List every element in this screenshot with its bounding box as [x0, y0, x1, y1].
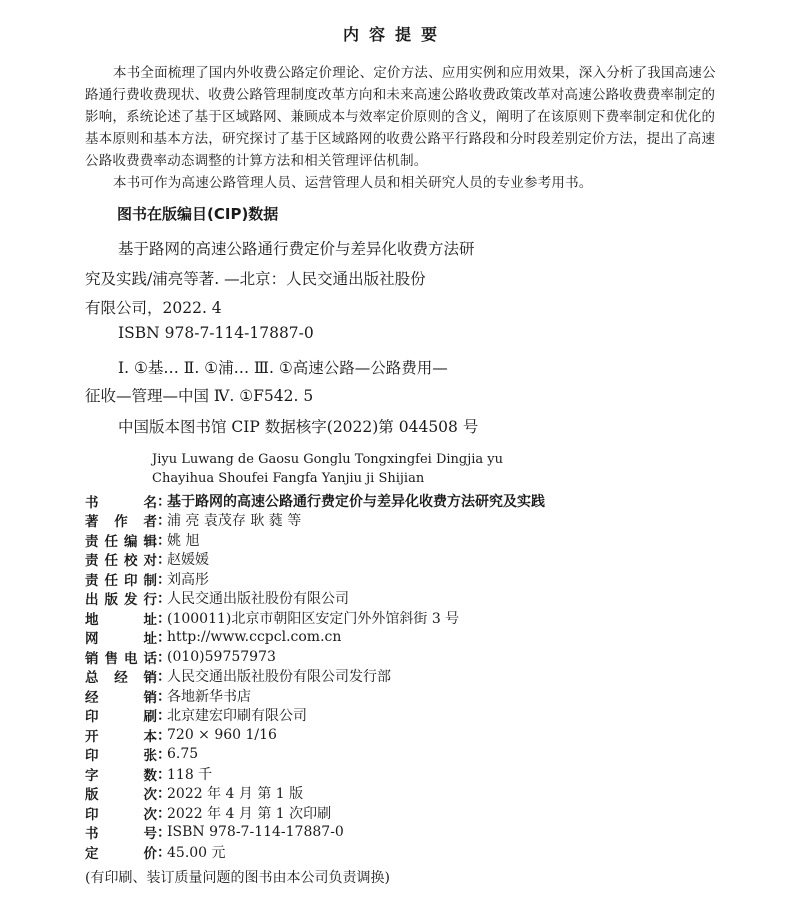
cip-title: 图书在版编目(CIP)数据 [117, 205, 279, 223]
credit-colon: ： [157, 825, 171, 842]
credit-label: 书 号 [85, 826, 157, 843]
credit-colon: ： [157, 747, 171, 764]
credit-colon: ： [157, 571, 171, 588]
abstract-paragraph: 本书全面梳理了国内外收费公路定价理论、定价方法、应用实例和应用效果，深入分析了我国高速公路通行费收费现状、收费公路管理制度改革方向和未来高速公路收费政策改革对高速公路收费费率制定的影响，系统论述了基于区域路网、兼顾成本与效率定价原则的含义，阐明了在该原则下费率制定和优化的基本原则和基本方法，研究探讨了基于区域路网的收费公路平行路段和分时段差别定价方法，提出了高速公路收费费率动态调整的计算方法和相关管理评估机制。 [85, 65, 716, 169]
credit-colon: ： [157, 610, 171, 627]
credit-value: ISBN 978-7-114-17887-0 [167, 824, 344, 841]
section-heading: 内容提要 [342, 25, 447, 44]
credit-label: 印 刷 [85, 709, 157, 726]
cip-line: 究及实践/浦亮等著. —北京：人民交通出版社股份 [85, 270, 426, 288]
credit-value: http://www.ccpcl.com.cn [167, 629, 342, 646]
credit-row [85, 491, 745, 511]
credit-row [85, 511, 745, 531]
credit-value: 浦 亮 袁茂存 耿 蕤 等 [167, 513, 302, 530]
credit-row [85, 608, 745, 628]
credit-row [85, 745, 745, 765]
credit-label: 出 版 发 行 [85, 592, 157, 609]
credit-row [85, 842, 745, 862]
credit-row [85, 706, 745, 726]
credit-value: (010)59757973 [167, 648, 276, 665]
credit-label: 责 任 编 辑 [85, 533, 157, 550]
credit-colon: ： [157, 552, 171, 569]
credit-value: 6.75 [167, 746, 199, 763]
credit-label: 版 次 [85, 787, 157, 804]
credit-value: 刘高彤 [167, 571, 209, 588]
credit-colon: ： [157, 844, 171, 861]
credit-label: 经 销 [85, 689, 157, 706]
credit-label: 印 张 [85, 748, 157, 765]
credit-label: 责 任 印 制 [85, 572, 157, 589]
credit-colon: ： [157, 630, 171, 647]
credit-label: 定 价 [85, 845, 157, 862]
credit-label: 总 经 销 [85, 670, 157, 687]
credit-colon: ： [157, 688, 171, 705]
credit-value: 720 × 960 1/16 [167, 726, 277, 743]
cip-record-number: 中国版本图书馆 CIP 数据核字(2022)第 044508 号 [118, 418, 479, 436]
cip-line: 基于路网的高速公路通行费定价与差异化收费方法研 [118, 240, 475, 258]
credit-colon: ： [157, 493, 171, 510]
credit-value: 2022 年 4 月 第 1 版 [167, 786, 304, 803]
credit-row [85, 823, 745, 843]
credit-colon: ： [157, 669, 171, 686]
credit-row [85, 647, 745, 667]
credit-colon: ： [157, 727, 171, 744]
credit-row [85, 725, 745, 745]
credit-colon: ： [157, 591, 171, 608]
credit-row [85, 686, 745, 706]
credit-value: 2022 年 4 月 第 1 次印刷 [167, 805, 332, 822]
abstract-paragraph: 本书可作为高速公路管理人员、运营管理人员和相关研究人员的专业参考用书。 [113, 175, 593, 191]
credit-value: 人民交通出版社股份有限公司 [167, 591, 349, 608]
credit-label: 书 名 [85, 494, 157, 511]
quality-note: (有印刷、装订质量问题的图书由本公司负责调换) [85, 870, 390, 886]
credit-value: 45.00 元 [167, 844, 226, 861]
pinyin-title: Jiyu Luwang de Gaosu Gonglu Tongxingfei Dingjia yu [152, 452, 504, 467]
credit-value: 118 千 [167, 766, 213, 783]
credit-label: 开 本 [85, 728, 157, 745]
credit-label: 著 作 者 [85, 514, 157, 531]
credit-row [85, 667, 745, 687]
credit-value: 人民交通出版社股份有限公司发行部 [167, 669, 391, 686]
credit-colon: ： [157, 786, 171, 803]
credit-colon: ： [157, 649, 171, 666]
credit-row [85, 589, 745, 609]
cip-line: 有限公司，2022. 4 [85, 299, 222, 317]
credit-label: 字 数 [85, 767, 157, 784]
credit-row [85, 764, 745, 784]
credit-label: 网 址 [85, 631, 157, 648]
credit-colon: ： [157, 766, 171, 783]
credit-label: 销 售 电 话 [85, 650, 157, 667]
credit-row [85, 569, 745, 589]
credit-value: (100011)北京市朝阳区安定门外外馆斜街 3 号 [167, 610, 460, 627]
abstract [85, 62, 725, 194]
credits-list [85, 491, 745, 862]
credit-colon: ： [157, 532, 171, 549]
cip-isbn: ISBN 978-7-114-17887-0 [118, 324, 314, 342]
cip-classification: 征收—管理—中国 Ⅳ. ①F542. 5 [85, 387, 314, 405]
credit-label: 印 次 [85, 806, 157, 823]
credit-colon: ： [157, 805, 171, 822]
credit-row [85, 550, 745, 570]
credit-row [85, 628, 745, 648]
credit-value: 基于路网的高速公路通行费定价与差异化收费方法研究及实践 [167, 493, 545, 510]
credit-row [85, 803, 745, 823]
credit-label: 地 址 [85, 611, 157, 628]
credit-colon: ： [157, 513, 171, 530]
credit-colon: ： [157, 708, 171, 725]
credit-value: 赵媛媛 [167, 552, 209, 569]
credit-label: 责 任 校 对 [85, 553, 157, 570]
cip-classification: Ⅰ. ①基… Ⅱ. ①浦… Ⅲ. ①高速公路—公路费用— [118, 359, 448, 377]
pinyin-title: Chayihua Shoufei Fangfa Yanjiu ji Shijian [152, 471, 425, 486]
credit-value: 各地新华书店 [167, 688, 251, 705]
credit-row [85, 784, 745, 804]
credit-value: 北京建宏印刷有限公司 [167, 708, 307, 725]
credit-row [85, 530, 745, 550]
credit-value: 姚 旭 [167, 532, 200, 549]
